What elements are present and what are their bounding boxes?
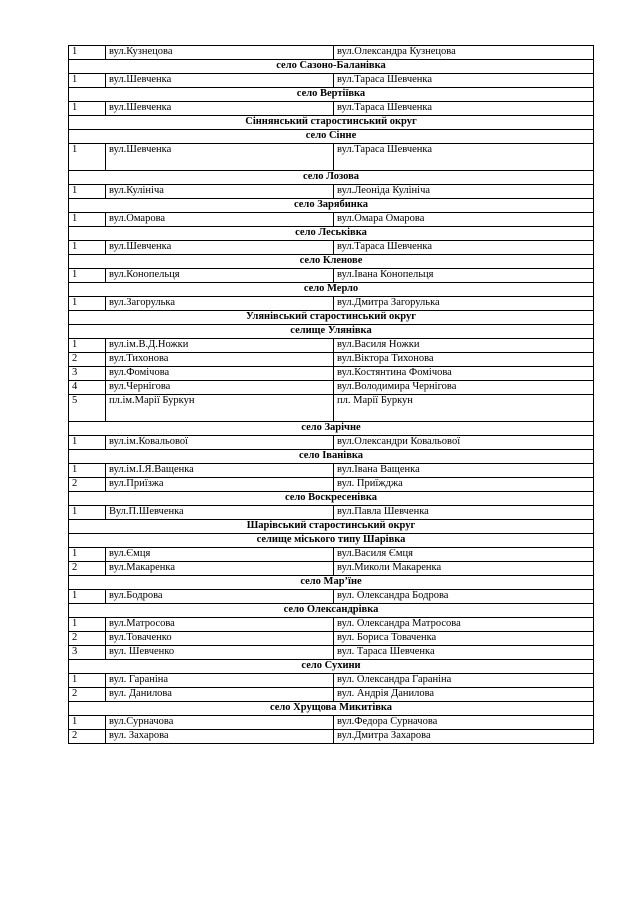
section-header-row — [69, 130, 594, 144]
table-row — [69, 674, 594, 688]
table-row — [69, 381, 594, 395]
old-street-name: вул.Матросова — [106, 618, 334, 632]
row-number: 2 — [69, 478, 106, 492]
section-title: село Зарябинка — [69, 199, 594, 213]
row-number: 1 — [69, 590, 106, 604]
new-street-name: вул.Тараса Шевченка — [334, 74, 594, 88]
table-row — [69, 144, 594, 171]
old-street-name: вул.ім.В.Д.Ножки — [106, 339, 334, 353]
new-street-name: вул.Леоніда Кулініча — [334, 185, 594, 199]
new-street-name: вул.Віктора Тихонова — [334, 353, 594, 367]
table-row — [69, 646, 594, 660]
row-number: 1 — [69, 74, 106, 88]
table-row — [69, 548, 594, 562]
table-row — [69, 367, 594, 381]
new-street-name: вул.Івана Конопельця — [334, 269, 594, 283]
row-number: 2 — [69, 730, 106, 744]
old-street-name: вул.Товаченко — [106, 632, 334, 646]
section-header-row — [69, 88, 594, 102]
new-street-name: вул.Тараса Шевченка — [334, 144, 594, 171]
section-title: село Сухини — [69, 660, 594, 674]
old-street-name: вул. Гараніна — [106, 674, 334, 688]
table-row — [69, 618, 594, 632]
new-street-name: вул. Тараса Шевченка — [334, 646, 594, 660]
new-street-name: вул.Володимира Чернігова — [334, 381, 594, 395]
new-street-name: вул.Костянтина Фомічова — [334, 367, 594, 381]
row-number: 2 — [69, 562, 106, 576]
old-street-name: вул.Приїзжа — [106, 478, 334, 492]
section-title: Улянівський старостинський округ — [69, 311, 594, 325]
section-title: село Мерло — [69, 283, 594, 297]
row-number: 1 — [69, 464, 106, 478]
old-street-name: вул.Шевченка — [106, 241, 334, 255]
table-row — [69, 716, 594, 730]
section-header-row — [69, 311, 594, 325]
row-number: 1 — [69, 144, 106, 171]
section-title: село Сінне — [69, 130, 594, 144]
section-header-row — [69, 520, 594, 534]
row-number: 1 — [69, 339, 106, 353]
new-street-name: вул. Андрія Данилова — [334, 688, 594, 702]
old-street-name: вул.Шевченка — [106, 144, 334, 171]
old-street-name: Вул.П.Шевченка — [106, 506, 334, 520]
row-number: 2 — [69, 632, 106, 646]
old-street-name: вул. Захарова — [106, 730, 334, 744]
new-street-name: вул.Тараса Шевченка — [334, 241, 594, 255]
table-row — [69, 562, 594, 576]
old-street-name: пл.ім.Марії Буркун — [106, 395, 334, 422]
section-title: село Воскресенівка — [69, 492, 594, 506]
row-number: 2 — [69, 688, 106, 702]
section-title: селище Улянівка — [69, 325, 594, 339]
table-row — [69, 353, 594, 367]
old-street-name: вул. Данилова — [106, 688, 334, 702]
old-street-name: вул.Макаренка — [106, 562, 334, 576]
table-row — [69, 730, 594, 744]
section-title: село Мар’їне — [69, 576, 594, 590]
section-header-row — [69, 116, 594, 130]
section-title: село Хрущова Микитівка — [69, 702, 594, 716]
document-page — [68, 45, 593, 744]
row-number: 3 — [69, 646, 106, 660]
row-number: 5 — [69, 395, 106, 422]
old-street-name: вул.Сурначова — [106, 716, 334, 730]
section-header-row — [69, 60, 594, 74]
new-street-name: вул.Тараса Шевченка — [334, 102, 594, 116]
section-header-row — [69, 255, 594, 269]
section-header-row — [69, 227, 594, 241]
new-street-name: вул.Миколи Макаренка — [334, 562, 594, 576]
old-street-name: вул. Шевченко — [106, 646, 334, 660]
section-header-row — [69, 534, 594, 548]
new-street-name: вул. Олександра Гараніна — [334, 674, 594, 688]
old-street-name: вул.Омарова — [106, 213, 334, 227]
new-street-name: пл. Марії Буркун — [334, 395, 594, 422]
row-number: 1 — [69, 506, 106, 520]
row-number: 1 — [69, 185, 106, 199]
table-row — [69, 506, 594, 520]
table-row — [69, 395, 594, 422]
new-street-name: вул.Івана Ващенка — [334, 464, 594, 478]
section-header-row — [69, 325, 594, 339]
table-row — [69, 339, 594, 353]
section-header-row — [69, 576, 594, 590]
table-row — [69, 74, 594, 88]
new-street-name: вул. Приїжджа — [334, 478, 594, 492]
row-number: 2 — [69, 353, 106, 367]
section-header-row — [69, 492, 594, 506]
table-row — [69, 241, 594, 255]
section-header-row — [69, 199, 594, 213]
old-street-name: вул.Конопельця — [106, 269, 334, 283]
new-street-name: вул.Дмитра Захарова — [334, 730, 594, 744]
row-number: 1 — [69, 297, 106, 311]
section-title: село Лозова — [69, 171, 594, 185]
old-street-name: вул.Тихонова — [106, 353, 334, 367]
new-street-name: вул. Бориса Товаченка — [334, 632, 594, 646]
table-row — [69, 185, 594, 199]
table-row — [69, 269, 594, 283]
new-street-name: вул.Олександра Кузнецова — [334, 46, 594, 60]
old-street-name: вул.Бодрова — [106, 590, 334, 604]
old-street-name: вул.Кулініча — [106, 185, 334, 199]
row-number: 1 — [69, 102, 106, 116]
section-title: село Леськівка — [69, 227, 594, 241]
old-street-name: вул.Фомічова — [106, 367, 334, 381]
table-row — [69, 213, 594, 227]
table-row — [69, 297, 594, 311]
new-street-name: вул. Олександра Матросова — [334, 618, 594, 632]
table-row — [69, 632, 594, 646]
row-number: 4 — [69, 381, 106, 395]
row-number: 1 — [69, 436, 106, 450]
table-body — [69, 46, 594, 744]
street-rename-table — [68, 45, 594, 744]
section-title: селище міського типу Шарівка — [69, 534, 594, 548]
section-header-row — [69, 422, 594, 436]
section-header-row — [69, 171, 594, 185]
row-number: 1 — [69, 46, 106, 60]
section-title: село Зарічне — [69, 422, 594, 436]
table-row — [69, 464, 594, 478]
section-title: село Вертіївка — [69, 88, 594, 102]
section-title: Сіннянський старостинський округ — [69, 116, 594, 130]
section-header-row — [69, 283, 594, 297]
old-street-name: вул.Кузнецова — [106, 46, 334, 60]
section-title: село Кленове — [69, 255, 594, 269]
old-street-name: вул.ім.І.Я.Ващенка — [106, 464, 334, 478]
old-street-name: вул.ім.Ковальової — [106, 436, 334, 450]
section-title: село Олександрівка — [69, 604, 594, 618]
old-street-name: вул.Шевченка — [106, 74, 334, 88]
section-header-row — [69, 702, 594, 716]
row-number: 1 — [69, 241, 106, 255]
row-number: 1 — [69, 618, 106, 632]
new-street-name: вул. Олександра Бодрова — [334, 590, 594, 604]
row-number: 1 — [69, 213, 106, 227]
row-number: 1 — [69, 674, 106, 688]
section-header-row — [69, 604, 594, 618]
section-title: село Іванівка — [69, 450, 594, 464]
section-header-row — [69, 450, 594, 464]
new-street-name: вул.Василя Ножки — [334, 339, 594, 353]
new-street-name: вул.Омара Омарова — [334, 213, 594, 227]
section-header-row — [69, 660, 594, 674]
table-row — [69, 436, 594, 450]
old-street-name: вул.Ємця — [106, 548, 334, 562]
row-number: 3 — [69, 367, 106, 381]
new-street-name: вул.Дмитра Загорулька — [334, 297, 594, 311]
table-row — [69, 590, 594, 604]
table-row — [69, 46, 594, 60]
new-street-name: вул.Федора Сурначова — [334, 716, 594, 730]
row-number: 1 — [69, 716, 106, 730]
row-number: 1 — [69, 269, 106, 283]
old-street-name: вул.Шевченка — [106, 102, 334, 116]
new-street-name: вул.Павла Шевченка — [334, 506, 594, 520]
new-street-name: вул.Василя Ємця — [334, 548, 594, 562]
old-street-name: вул.Загорулька — [106, 297, 334, 311]
new-street-name: вул.Олександри Ковальової — [334, 436, 594, 450]
table-row — [69, 102, 594, 116]
row-number: 1 — [69, 548, 106, 562]
table-row — [69, 478, 594, 492]
section-title: Шарівський старостинський округ — [69, 520, 594, 534]
table-row — [69, 688, 594, 702]
old-street-name: вул.Чернігова — [106, 381, 334, 395]
section-title: село Сазоно-Баланівка — [69, 60, 594, 74]
